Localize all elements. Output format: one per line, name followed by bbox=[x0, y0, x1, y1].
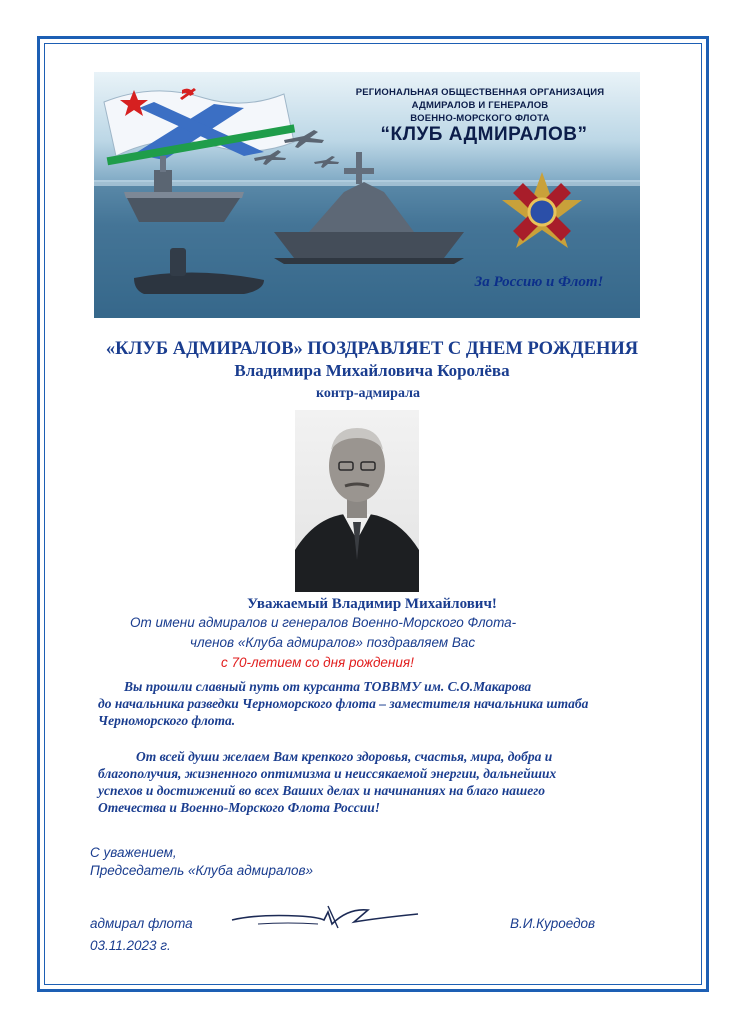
naval-flag-icon bbox=[104, 88, 295, 165]
banner-org-name bbox=[330, 86, 630, 125]
banner-club-name: “КЛУБ АДМИРАЛОВ” bbox=[380, 124, 588, 145]
paragraph-line: Черноморского флота. bbox=[98, 713, 236, 728]
banner-org-line: РЕГИОНАЛЬНАЯ ОБЩЕСТВЕННАЯ ОРГАНИЗАЦИЯ bbox=[355, 87, 605, 98]
closing-position: Председатель «Клуба адмиралов» bbox=[90, 863, 314, 878]
paragraph-line: до начальника разведки Черноморского флота – заместителя начальника штаба bbox=[98, 696, 589, 711]
portrait-illustration bbox=[295, 410, 419, 592]
salutation: Уважаемый Владимир Михайлович! bbox=[247, 596, 497, 612]
paragraph-line: От всей души желаем Вам крепкого здоровья, счастья, мира, добра и bbox=[136, 749, 553, 764]
letter-line-highlight: с 70-летием со дня рождения! bbox=[221, 655, 414, 670]
closing-regards: С уважением, bbox=[90, 845, 177, 860]
paragraph-line: Вы прошли славный путь от курсанта ТОВВМУ им. С.О.Макарова bbox=[124, 679, 532, 694]
honoree-rank: контр-адмирала bbox=[316, 386, 420, 401]
page-title: «КЛУБ АДМИРАЛОВ» ПОЗДРАВЛЯЕТ С ДНЕМ РОЖДЕНИЯ bbox=[105, 339, 639, 359]
letter-line: От имени адмиралов и генералов Военно-Морского Флота- bbox=[130, 615, 517, 630]
banner-org-line: ВОЕННО-МОРСКОГО ФЛОТА bbox=[410, 113, 550, 124]
signer-name: В.И.Куроедов bbox=[510, 916, 596, 931]
paragraph-line: успехов и достижений во всех Ваших делах и начинаниях на благо нашего bbox=[98, 783, 546, 798]
paragraph-line: благополучия, жизненного оптимизма и неиссякаемой энергии, дальнейших bbox=[98, 766, 557, 781]
portrait-photo bbox=[295, 410, 419, 592]
honoree-name: Владимира Михайловича Королёва bbox=[234, 361, 510, 380]
paragraph-line: Отечества и Военно-Морского Флота России! bbox=[98, 800, 381, 815]
banner-image bbox=[94, 72, 640, 318]
letter-line: членов «Клуба адмиралов» поздравляем Вас bbox=[190, 635, 476, 650]
banner-org-line: АДМИРАЛОВ И ГЕНЕРАЛОВ bbox=[411, 100, 549, 111]
signer-rank: адмирал флота bbox=[90, 916, 193, 931]
handwritten-signature bbox=[228, 898, 428, 934]
letter-date: 03.11.2023 г. bbox=[90, 938, 171, 953]
banner-motto: За Россию и Флот! bbox=[474, 274, 604, 290]
